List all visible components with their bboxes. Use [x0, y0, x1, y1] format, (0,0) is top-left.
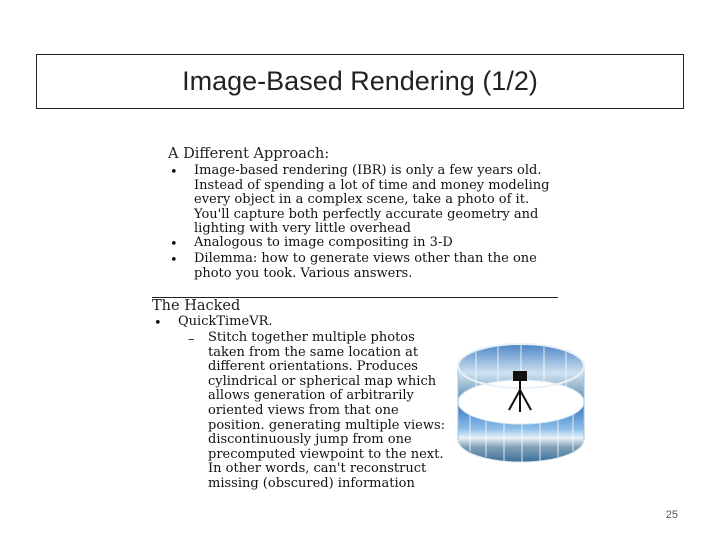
- subbullet-stitch: Stitch together multiple photos taken from the same location at different orientations. Produces cylindrical or spherical map which allows generation of arbitrarily oriented views from that one position. generating multiple views: discontinuously jump from one precomputed viewpoint to the next. In other words, can't reconstruct missing (obscured) information: [208, 330, 445, 491]
- bullet-quicktimevr: QuickTimeVR.: [178, 314, 273, 329]
- bullet-dot: •: [170, 237, 178, 252]
- section-heading-approach: A Different Approach:: [168, 146, 330, 162]
- bullet-compositing: Analogous to image compositing in 3-D: [194, 235, 453, 250]
- divider-rule: [152, 297, 558, 298]
- page-number: 25: [665, 509, 678, 521]
- panorama-ring-icon: [446, 330, 596, 478]
- slide-title: Image-Based Rendering (1/2): [182, 66, 538, 96]
- bullet-dot: •: [170, 253, 178, 268]
- bullet-dilemma: Dilemma: how to generate views other than the one photo you took. Various answers.: [194, 251, 537, 281]
- bullet-dot: •: [154, 316, 162, 331]
- section-heading-hacked: The Hacked: [152, 298, 241, 314]
- title-box: [36, 54, 684, 109]
- subbullet-dash: –: [188, 332, 195, 347]
- bullet-dot: •: [170, 165, 178, 180]
- bullet-ibr: Image-based rendering (IBR) is only a few years old. Instead of spending a lot of time and money modeling every object in a complex scene, take a photo of it. You'll capture both perfectly accurate geometry and lighting with very little overhead: [194, 163, 550, 237]
